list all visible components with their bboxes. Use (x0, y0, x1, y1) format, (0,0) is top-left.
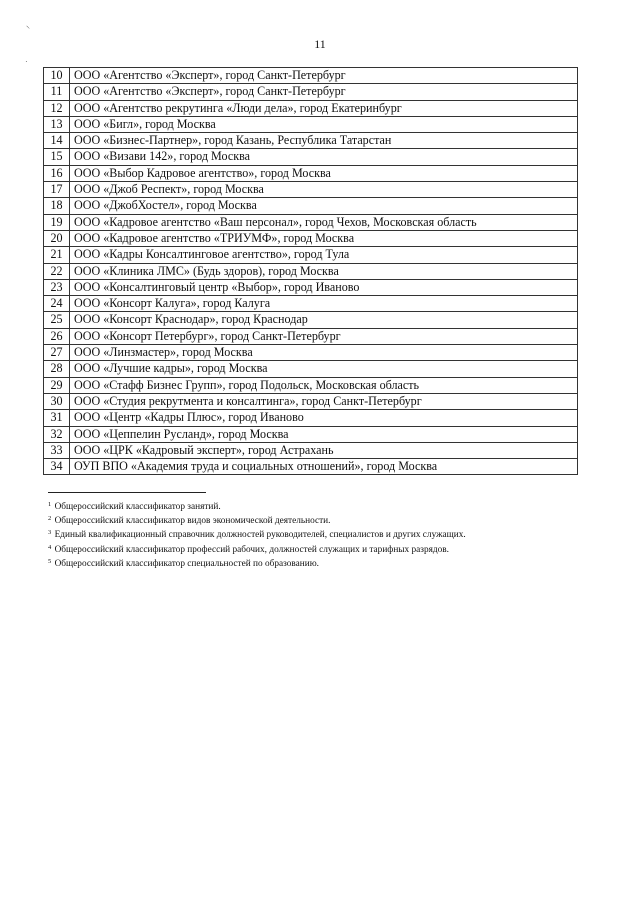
organization-name: ООО «Клиника ЛМС» (Будь здоров), город Москва (70, 263, 578, 279)
footnote-text: Общероссийский классификатор профессий рабочих, должностей служащих и тарифных разрядов. (54, 544, 449, 555)
scan-mark: ⸜ (26, 21, 30, 30)
row-number: 29 (44, 377, 70, 393)
organization-name: ООО «Цеппелин Русланд», город Москва (70, 426, 578, 442)
row-number: 18 (44, 198, 70, 214)
table-body (44, 68, 578, 475)
organizations-table (43, 67, 578, 475)
table-row (44, 442, 578, 458)
organization-name: ООО «Бизнес-Партнер», город Казань, Республика Татарстан (70, 133, 578, 149)
organization-name: ОУП ВПО «Академия труда и социальных отношений», город Москва (70, 459, 578, 475)
table-row (44, 116, 578, 132)
table-row (44, 214, 578, 230)
footnote (48, 542, 608, 556)
organization-name: ООО «Стафф Бизнес Групп», город Подольск, Московская область (70, 377, 578, 393)
footnote (48, 513, 608, 527)
row-number: 21 (44, 247, 70, 263)
footnote-mark: 1 (48, 501, 52, 508)
table-row (44, 68, 578, 84)
organization-name: ООО «Лучшие кадры», город Москва (70, 361, 578, 377)
row-number: 14 (44, 133, 70, 149)
table-row (44, 410, 578, 426)
table-row (44, 328, 578, 344)
scan-dot: · (25, 57, 28, 66)
table-row (44, 377, 578, 393)
footnote-separator (48, 492, 206, 493)
table-row (44, 165, 578, 181)
table-row (44, 100, 578, 116)
row-number: 34 (44, 459, 70, 475)
organization-name: ООО «Агентство рекрутинга «Люди дела», город Екатеринбург (70, 100, 578, 116)
table-row (44, 149, 578, 165)
table-row (44, 198, 578, 214)
footnote-mark: 5 (48, 557, 52, 565)
table-row (44, 393, 578, 409)
footnote-mark: 4 (48, 543, 52, 551)
footnote (48, 527, 608, 541)
row-number: 23 (44, 279, 70, 295)
table-row (44, 459, 578, 475)
table-row (44, 133, 578, 149)
organization-name: ООО «Выбор Кадровое агентство», город Москва (70, 165, 578, 181)
footnote (48, 556, 608, 570)
organization-name: ООО «Консалтинговый центр «Выбор», город Иваново (70, 279, 578, 295)
organization-name: ООО «ДжобХостел», город Москва (70, 198, 578, 214)
footnotes (48, 499, 608, 570)
row-number: 25 (44, 312, 70, 328)
table-row (44, 279, 578, 295)
row-number: 13 (44, 116, 70, 132)
row-number: 12 (44, 100, 70, 116)
row-number: 32 (44, 426, 70, 442)
page-number: 11 (314, 37, 326, 51)
table-row (44, 263, 578, 279)
row-number: 26 (44, 328, 70, 344)
row-number: 19 (44, 214, 70, 230)
organization-name: ООО «ЦРК «Кадровый эксперт», город Астрахань (70, 442, 578, 458)
table-row (44, 345, 578, 361)
footnote-text: Общероссийский классификатор видов экономической деятельности. (54, 516, 331, 527)
organization-name: ООО «Джоб Респект», город Москва (70, 182, 578, 198)
row-number: 11 (44, 84, 70, 100)
organization-name: ООО «Консорт Калуга», город Калуга (70, 296, 578, 312)
organization-name: ООО «Кадровое агентство «ТРИУМФ», город Москва (70, 230, 578, 246)
organization-name: ООО «Агентство «Эксперт», город Санкт-Петербург (70, 84, 578, 100)
table-row (44, 230, 578, 246)
organization-name: ООО «Линзмастер», город Москва (70, 345, 578, 361)
row-number: 24 (44, 296, 70, 312)
row-number: 30 (44, 393, 70, 409)
footnote-text: Общероссийский классификатор специальностей по образованию. (54, 558, 320, 569)
table-row (44, 182, 578, 198)
footnote-text: Общероссийский классификатор занятий. (54, 502, 221, 512)
row-number: 28 (44, 361, 70, 377)
row-number: 27 (44, 345, 70, 361)
table-row (44, 84, 578, 100)
table-row (44, 247, 578, 263)
row-number: 17 (44, 182, 70, 198)
row-number: 15 (44, 149, 70, 165)
row-number: 20 (44, 230, 70, 246)
organization-name: ООО «Визави 142», город Москва (70, 149, 578, 165)
footnote-mark: 3 (48, 529, 52, 537)
table-row (44, 296, 578, 312)
table-row (44, 361, 578, 377)
organization-name: ООО «Кадры Консалтинговое агентство», город Тула (70, 247, 578, 263)
organization-name: ООО «Кадровое агентство «Ваш персонал», город Чехов, Московская область (70, 214, 578, 230)
row-number: 16 (44, 165, 70, 181)
footnote (48, 499, 608, 513)
row-number: 22 (44, 263, 70, 279)
organization-name: ООО «Центр «Кадры Плюс», город Иваново (70, 410, 578, 426)
table-row (44, 426, 578, 442)
footnote-text: Единый квалификационный справочник должностей руководителей, специалистов и других служащих. (54, 530, 466, 541)
row-number: 33 (44, 442, 70, 458)
organization-name: ООО «Бигл», город Москва (70, 116, 578, 132)
row-number: 10 (44, 68, 70, 84)
row-number: 31 (44, 410, 70, 426)
organization-name: ООО «Консорт Петербург», город Санкт-Петербург (70, 328, 578, 344)
organization-name: ООО «Агентство «Эксперт», город Санкт-Петербург (70, 68, 578, 84)
table-row (44, 312, 578, 328)
organization-name: ООО «Студия рекрутмента и консалтинга», город Санкт-Петербург (70, 393, 578, 409)
organization-name: ООО «Консорт Краснодар», город Краснодар (70, 312, 578, 328)
footnote-mark: 2 (48, 515, 52, 523)
